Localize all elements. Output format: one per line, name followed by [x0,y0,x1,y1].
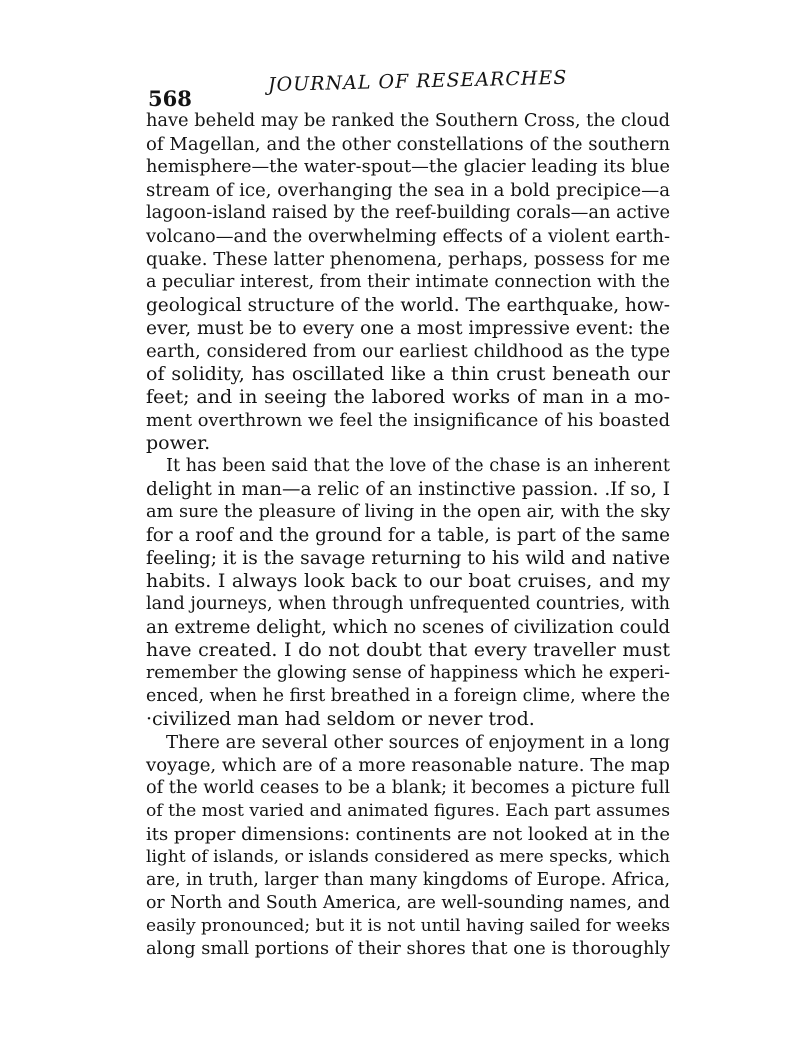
text-line: are, in truth, larger than many kingdoms of Europe. Africa, [146,870,670,890]
text-line: hemisphere—the water-spout—the glacier leading its blue [146,157,670,177]
text-line: delight in man—a relic of an instinctive passion. .If so, I [146,479,670,500]
running-title: JOURNAL OF RESEARCHES [267,66,568,96]
text-line: enced, when he first breathed in a foreign clime, where the [146,686,670,706]
text-line: an extreme delight, which no scenes of civilization could [146,617,670,638]
text-line: feeling; it is the savage returning to his wild and native [146,548,670,569]
paragraph-1 [146,110,670,455]
text-line: easily pronounced; but it is not until having sailed for weeks [146,916,671,936]
paragraph-3 [146,731,670,961]
text-line: feet; and in seeing the labored works of man in a mo- [146,386,670,408]
text-line: stream of ice, overhanging the sea in a bold precipice—a [146,180,670,201]
text-line: habits. I always look back to our boat cruises, and my [146,570,670,592]
text-line: ment overthrown we feel the insignificance of his boasted [146,410,670,431]
text-line: ever, must be to every one a most impressive event: the [146,318,670,339]
text-line: geological structure of the world. The earthquake, how- [146,295,670,316]
text-line: volcano—and the overwhelming effects of a violent earth- [146,226,671,247]
text-line: It has been said that the love of the chase is an inherent [166,456,670,476]
text-line: along small portions of their shores that one is thoroughly [146,939,670,959]
paragraph-2 [146,455,670,731]
text-line: have beheld may be ranked the Southern Cross, the cloud [146,111,670,131]
text-line: of the world ceases to be a blank; it becomes a picture full [146,778,670,798]
body-text [146,110,670,961]
running-head [148,66,668,111]
text-line: power. [146,432,211,454]
text-line: quake. These latter phenomena, perhaps, possess for me [146,249,671,270]
page-number: 568 [148,86,192,111]
text-line: have created. I do not doubt that every traveller must [146,639,670,661]
text-line: remember the glowing sense of happiness which he experi- [146,663,670,683]
text-line: of the most varied and animated figures. Each part assumes [146,801,670,821]
text-line: or North and South America, are well-sounding names, and [146,893,670,913]
text-line: light of islands, or islands considered as mere specks, which [146,847,670,867]
text-line: lagoon-island raised by the reef-building corals—an active [146,203,670,223]
text-line: of Magellan, and the other constellations of the southern [146,134,670,155]
text-line: a peculiar interest, from their intimate connection with the [146,272,670,292]
text-line: land journeys, when through unfrequented countries, with [146,594,670,614]
text-line: There are several other sources of enjoyment in a long [166,732,670,753]
text-line: am sure the pleasure of living in the open air, with the sky [146,502,670,522]
text-line: voyage, which are of a more reasonable nature. The map [146,755,670,776]
text-line: earth, considered from our earliest childhood as the type [146,341,670,362]
text-line: of solidity, has oscillated like a thin crust beneath our [146,363,670,385]
text-line: ·civilized man had seldom or never trod. [146,708,535,730]
text-line: its proper dimensions: continents are not looked at in the [146,824,670,845]
text-line: for a roof and the ground for a table, is part of the same [146,525,670,546]
